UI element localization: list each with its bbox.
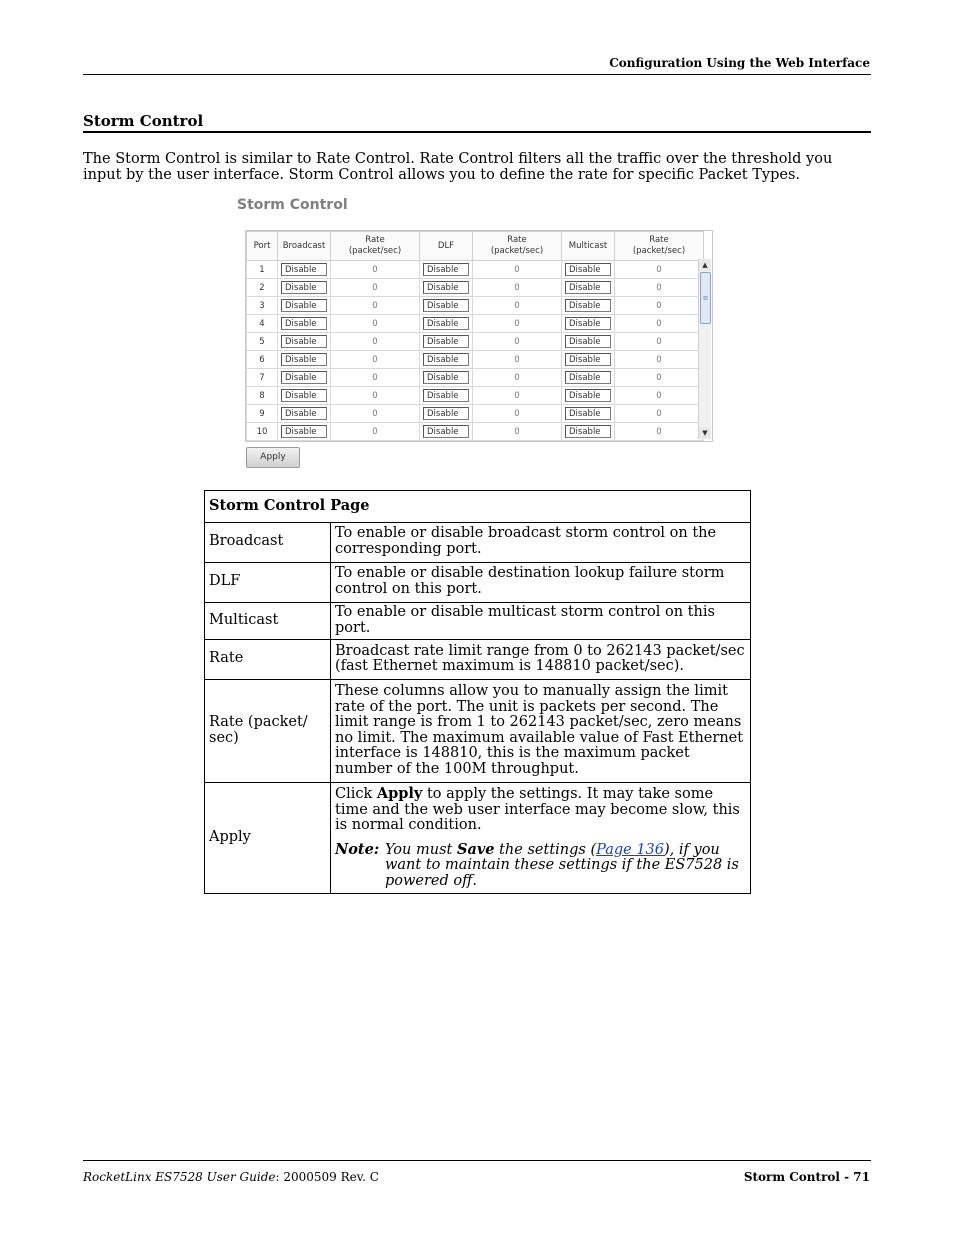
dlf-cell xyxy=(420,315,473,333)
dlf-select[interactable]: Disable xyxy=(423,281,469,294)
rate3-cell xyxy=(615,351,704,369)
grid-header-row xyxy=(247,232,704,261)
multicast-select[interactable]: Disable xyxy=(565,281,611,294)
field-description: These columns allow you to manually assign the limit rate of the port. The unit is packets per second. The limit range is from 1 to 262143 packet/sec, zero means no limit. The maximum available value of Fast Ethernet interface is 148810, this is the maximum packet number of the 100M throughput. xyxy=(331,680,751,783)
apply-text-pre: Click xyxy=(335,785,377,802)
field-description: To enable or disable destination lookup failure storm control on this port. xyxy=(331,563,751,603)
field-name: Rate xyxy=(205,640,331,680)
dlf-select[interactable]: Disable xyxy=(423,299,469,312)
rate-unit: (packet/sec) xyxy=(490,246,544,256)
dlf-select[interactable]: Disable xyxy=(423,407,469,420)
grid-row xyxy=(247,261,704,279)
broadcast-select[interactable]: Disable xyxy=(281,281,327,294)
desc-row-multicast xyxy=(205,603,751,640)
grid-row xyxy=(247,297,704,315)
desc-row-rate-packet-sec xyxy=(205,680,751,783)
rate1-cell xyxy=(331,369,420,387)
multicast-select[interactable]: Disable xyxy=(565,317,611,330)
port-number: 4 xyxy=(247,315,278,333)
multicast-cell xyxy=(562,279,615,297)
rate3-cell xyxy=(615,405,704,423)
scroll-down-arrow-icon[interactable]: ▼ xyxy=(699,427,711,439)
dlf-select[interactable]: Disable xyxy=(423,353,469,366)
grid-row xyxy=(247,315,704,333)
dlf-select[interactable]: Disable xyxy=(423,389,469,402)
col-header-port: Port xyxy=(247,232,278,261)
apply-text-bold: Apply xyxy=(376,784,423,802)
rate3-cell xyxy=(615,297,704,315)
dlf-cell xyxy=(420,279,473,297)
dlf-cell xyxy=(420,261,473,279)
rate1-cell xyxy=(331,423,420,441)
desc-row-apply xyxy=(205,783,751,894)
rate2-cell xyxy=(473,369,562,387)
running-header: Configuration Using the Web Interface xyxy=(609,56,870,70)
multicast-cell xyxy=(562,297,615,315)
footer-doc-info xyxy=(83,1170,379,1184)
storm-control-description-table xyxy=(204,490,751,894)
rate2-cell xyxy=(473,261,562,279)
rate-input[interactable]: 0 xyxy=(514,264,520,275)
rate3-cell xyxy=(615,387,704,405)
rate-input[interactable]: 0 xyxy=(372,408,378,419)
broadcast-select[interactable]: Disable xyxy=(281,371,327,384)
rate2-cell xyxy=(473,405,562,423)
rate1-cell xyxy=(331,261,420,279)
multicast-select[interactable]: Disable xyxy=(565,371,611,384)
footer-page-label: Storm Control - 71 xyxy=(743,1170,870,1184)
rate-input[interactable]: 0 xyxy=(372,372,378,383)
grid-row xyxy=(247,387,704,405)
broadcast-cell xyxy=(278,279,331,297)
rate-input[interactable]: 0 xyxy=(656,300,662,311)
dlf-select[interactable]: Disable xyxy=(423,371,469,384)
broadcast-cell xyxy=(278,315,331,333)
desc-row-broadcast xyxy=(205,523,751,563)
rate3-cell xyxy=(615,315,704,333)
multicast-cell xyxy=(562,315,615,333)
desc-row-rate xyxy=(205,640,751,680)
dlf-cell xyxy=(420,405,473,423)
rate-input[interactable]: 0 xyxy=(656,372,662,383)
page-136-link[interactable]: Page 136 xyxy=(596,841,665,858)
rate-input[interactable]: 0 xyxy=(656,282,662,293)
rate-input[interactable]: 0 xyxy=(514,336,520,347)
rate2-cell xyxy=(473,279,562,297)
dlf-cell xyxy=(420,369,473,387)
rate3-cell xyxy=(615,261,704,279)
multicast-select[interactable]: Disable xyxy=(565,407,611,420)
rate-input[interactable]: 0 xyxy=(656,408,662,419)
rate2-cell xyxy=(473,351,562,369)
rate1-cell xyxy=(331,387,420,405)
multicast-cell xyxy=(562,387,615,405)
storm-control-table xyxy=(246,231,704,441)
field-name: DLF xyxy=(205,563,331,603)
desc-table-title: Storm Control Page xyxy=(205,491,751,523)
rate3-cell xyxy=(615,423,704,441)
dlf-select[interactable]: Disable xyxy=(423,317,469,330)
note-text xyxy=(385,842,746,890)
grid-row xyxy=(247,333,704,351)
rate3-cell xyxy=(615,333,704,351)
rate1-cell xyxy=(331,279,420,297)
dlf-select[interactable]: Disable xyxy=(423,425,469,438)
rate3-cell xyxy=(615,369,704,387)
multicast-select[interactable]: Disable xyxy=(565,299,611,312)
rate-label: Rate xyxy=(507,235,527,245)
rate-label: Rate xyxy=(365,235,385,245)
broadcast-select[interactable]: Disable xyxy=(281,353,327,366)
col-header-rate-multicast xyxy=(615,232,704,261)
dlf-cell xyxy=(420,297,473,315)
broadcast-select[interactable]: Disable xyxy=(281,263,327,276)
port-number: 2 xyxy=(247,279,278,297)
col-header-multicast: Multicast xyxy=(562,232,615,261)
rate-input[interactable]: 0 xyxy=(372,318,378,329)
grid-row xyxy=(247,369,704,387)
rate-input[interactable]: 0 xyxy=(514,300,520,311)
rate-label: Rate xyxy=(649,235,669,245)
dlf-cell xyxy=(420,387,473,405)
footer-doc-rev: : 2000509 Rev. C xyxy=(275,1170,379,1184)
broadcast-select[interactable]: Disable xyxy=(281,425,327,438)
screenshot-title: Storm Control xyxy=(237,197,348,213)
rate2-cell xyxy=(473,423,562,441)
scroll-thumb[interactable]: ≡ xyxy=(700,272,711,324)
col-header-rate-broadcast xyxy=(331,232,420,261)
col-header-dlf: DLF xyxy=(420,232,473,261)
field-name: Multicast xyxy=(205,603,331,640)
multicast-select[interactable]: Disable xyxy=(565,263,611,276)
broadcast-cell xyxy=(278,333,331,351)
intro-paragraph: The Storm Control is similar to Rate Control. Rate Control filters all the traffic over the threshold you input by the user interface. Storm Control allows you to define the rate for specific Packet Types. xyxy=(83,151,833,183)
field-description xyxy=(331,783,751,894)
grid-row xyxy=(247,279,704,297)
rate2-cell xyxy=(473,315,562,333)
multicast-select[interactable]: Disable xyxy=(565,353,611,366)
broadcast-cell xyxy=(278,405,331,423)
field-description: To enable or disable broadcast storm control on the corresponding port. xyxy=(331,523,751,563)
rate-input[interactable]: 0 xyxy=(656,318,662,329)
dlf-select[interactable]: Disable xyxy=(423,263,469,276)
rate-input[interactable]: 0 xyxy=(372,336,378,347)
rate-input[interactable]: 0 xyxy=(372,264,378,275)
note-label: Note: xyxy=(335,840,380,858)
rate-input[interactable]: 0 xyxy=(656,426,662,437)
port-number: 10 xyxy=(247,423,278,441)
col-header-broadcast: Broadcast xyxy=(278,232,331,261)
broadcast-select[interactable]: Disable xyxy=(281,335,327,348)
broadcast-select[interactable]: Disable xyxy=(281,389,327,402)
section-divider xyxy=(83,131,871,133)
rate-unit: (packet/sec) xyxy=(632,246,686,256)
rate-input[interactable]: 0 xyxy=(514,318,520,329)
footer-divider xyxy=(83,1160,871,1161)
scroll-up-arrow-icon[interactable]: ▲ xyxy=(699,259,711,271)
rate-input[interactable]: 0 xyxy=(514,390,520,401)
port-number: 7 xyxy=(247,369,278,387)
rate-input[interactable]: 0 xyxy=(514,282,520,293)
field-name: Apply xyxy=(205,783,331,894)
rate1-cell xyxy=(331,351,420,369)
apply-text-post: to apply the settings. It may take some time and the web user interface may become slow, this is normal condition. xyxy=(335,785,740,834)
port-number: 5 xyxy=(247,333,278,351)
multicast-cell xyxy=(562,423,615,441)
desc-row-dlf xyxy=(205,563,751,603)
rate1-cell xyxy=(331,333,420,351)
dlf-cell xyxy=(420,423,473,441)
port-number: 1 xyxy=(247,261,278,279)
rate-input[interactable]: 0 xyxy=(514,408,520,419)
note-text-post: ), if you want to maintain these settings if the ES7528 is powered off. xyxy=(385,841,739,889)
broadcast-select[interactable]: Disable xyxy=(281,317,327,330)
multicast-select[interactable]: Disable xyxy=(565,425,611,438)
rate-input[interactable]: 0 xyxy=(514,372,520,383)
note-text-pre: You must xyxy=(385,841,457,858)
rate-input[interactable]: 0 xyxy=(372,390,378,401)
port-number: 6 xyxy=(247,351,278,369)
rate-input[interactable]: 0 xyxy=(656,354,662,365)
multicast-cell xyxy=(562,261,615,279)
broadcast-select[interactable]: Disable xyxy=(281,299,327,312)
note xyxy=(335,842,746,890)
field-description: To enable or disable multicast storm control on this port. xyxy=(331,603,751,640)
note-text-bold: Save xyxy=(456,840,495,858)
rate-input[interactable]: 0 xyxy=(656,336,662,347)
col-header-rate-dlf xyxy=(473,232,562,261)
multicast-select[interactable]: Disable xyxy=(565,389,611,402)
rate-input[interactable]: 0 xyxy=(372,354,378,365)
multicast-cell xyxy=(562,369,615,387)
rate-input[interactable]: 0 xyxy=(514,354,520,365)
field-name: Broadcast xyxy=(205,523,331,563)
grid-scrollbar[interactable] xyxy=(698,259,711,439)
apply-button[interactable]: Apply xyxy=(246,447,300,468)
broadcast-cell xyxy=(278,387,331,405)
broadcast-cell xyxy=(278,351,331,369)
dlf-cell xyxy=(420,333,473,351)
multicast-cell xyxy=(562,351,615,369)
apply-description xyxy=(335,786,746,834)
rate-unit: (packet/sec) xyxy=(348,246,402,256)
dlf-cell xyxy=(420,351,473,369)
rate3-cell xyxy=(615,279,704,297)
rate-input[interactable]: 0 xyxy=(372,426,378,437)
rate2-cell xyxy=(473,297,562,315)
multicast-select[interactable]: Disable xyxy=(565,335,611,348)
rate1-cell xyxy=(331,297,420,315)
rate2-cell xyxy=(473,333,562,351)
grid-body xyxy=(247,261,704,441)
port-number: 8 xyxy=(247,387,278,405)
rate1-cell xyxy=(331,315,420,333)
desc-table-title-row xyxy=(205,491,751,523)
header-divider xyxy=(83,74,871,75)
multicast-cell xyxy=(562,333,615,351)
field-name: Rate (packet/ sec) xyxy=(205,680,331,783)
rate-input[interactable]: 0 xyxy=(372,282,378,293)
dlf-select[interactable]: Disable xyxy=(423,335,469,348)
storm-control-grid xyxy=(245,230,713,442)
rate2-cell xyxy=(473,387,562,405)
rate-input[interactable]: 0 xyxy=(514,426,520,437)
port-number: 3 xyxy=(247,297,278,315)
rate-input[interactable]: 0 xyxy=(372,300,378,311)
section-title: Storm Control xyxy=(83,112,204,130)
broadcast-cell xyxy=(278,369,331,387)
grid-row xyxy=(247,423,704,441)
broadcast-cell xyxy=(278,297,331,315)
broadcast-cell xyxy=(278,423,331,441)
footer-doc-title: RocketLinx ES7528 User Guide xyxy=(83,1170,276,1184)
rate-input[interactable]: 0 xyxy=(656,390,662,401)
grid-row xyxy=(247,405,704,423)
grid-row xyxy=(247,351,704,369)
field-description: Broadcast rate limit range from 0 to 262143 packet/sec (fast Ethernet maximum is 148810 packet/sec). xyxy=(331,640,751,680)
broadcast-select[interactable]: Disable xyxy=(281,407,327,420)
broadcast-cell xyxy=(278,261,331,279)
multicast-cell xyxy=(562,405,615,423)
rate-input[interactable]: 0 xyxy=(656,264,662,275)
port-number: 9 xyxy=(247,405,278,423)
note-text-mid: the settings ( xyxy=(494,841,597,858)
rate1-cell xyxy=(331,405,420,423)
